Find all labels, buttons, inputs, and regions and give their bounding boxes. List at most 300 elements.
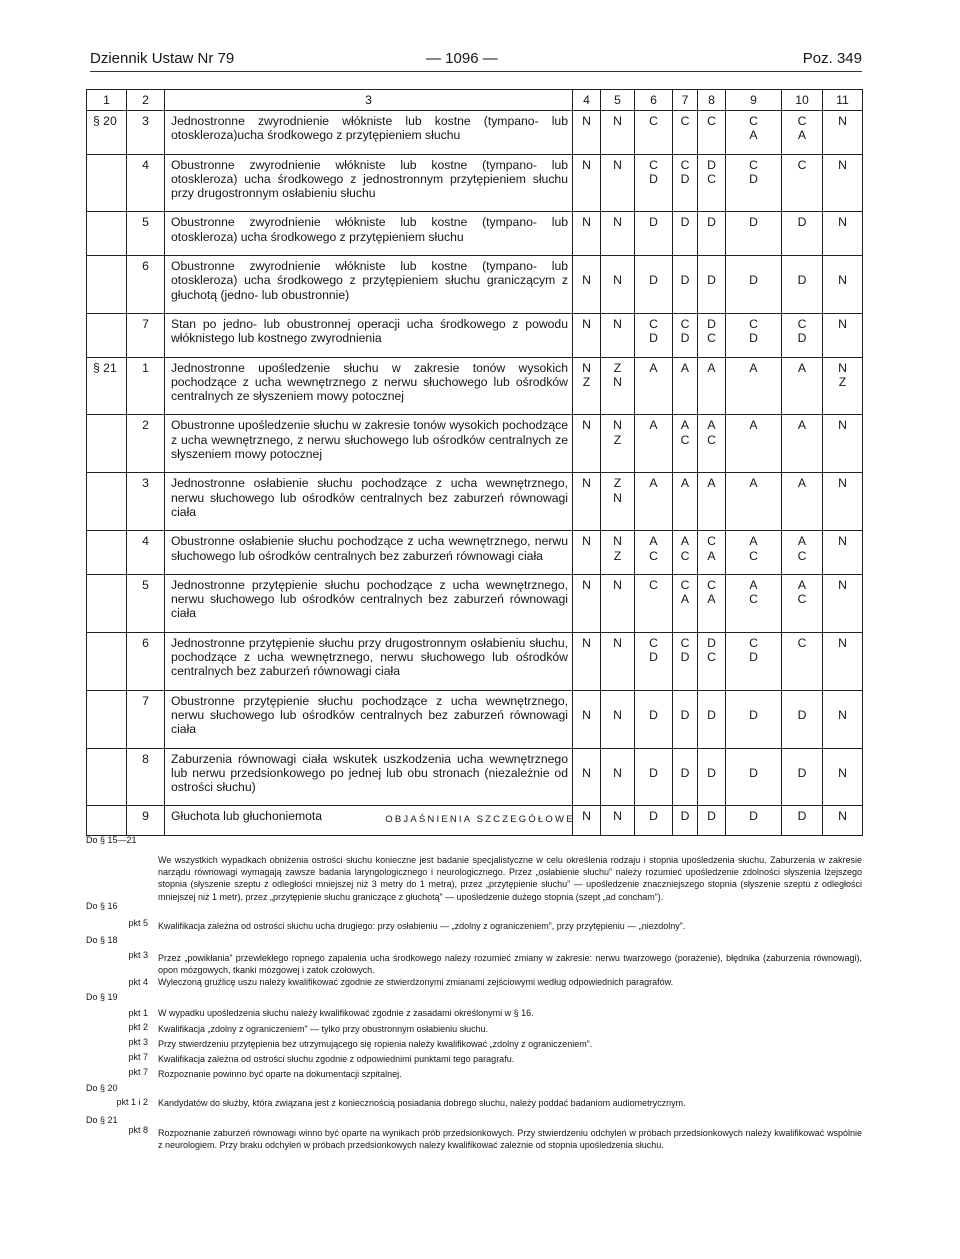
- category-cell: [698, 531, 726, 575]
- description-cell: [165, 473, 573, 531]
- category-code: N: [613, 418, 622, 433]
- table-row: [87, 473, 863, 531]
- category-code: N: [838, 765, 847, 780]
- explanation-text: Rozpoznanie powinno być oparte na dokumentacji szpitalnej.: [158, 1069, 402, 1079]
- category-code: [698, 694, 725, 708]
- section-label: [93, 575, 123, 589]
- category-code: D: [680, 331, 690, 346]
- category-cell: [823, 154, 863, 212]
- explanation-text: Kandydatów do służby, która związana jest z koniecznością posiadania dobrego słuchu, należy poddać badaniom audiometrycznym.: [158, 1098, 686, 1108]
- section-label: § 21: [93, 360, 117, 375]
- category-cell: [726, 473, 782, 531]
- table-row: [87, 154, 863, 212]
- section-label: [93, 633, 123, 647]
- category-cell: [782, 690, 823, 748]
- category-code: D: [707, 273, 716, 288]
- condition-description: Zaburzenia równowagi ciała wskutek uszkodzenia ucha wewnętrznego lub nerwu przedsionkowego po jednej lub obu stronach (niezależnie od ostrości słuchu): [171, 751, 568, 795]
- category-code: D: [797, 765, 807, 780]
- category-code: N: [838, 215, 847, 230]
- category-cell: [698, 111, 726, 155]
- category-cell: [573, 632, 601, 690]
- column-number-row: [87, 90, 863, 111]
- category-code: [726, 259, 781, 273]
- item-number: 7: [142, 316, 149, 331]
- explanation-text: Kwalifikacja „zdolny z ograniczeniem” — tylko przy obustronnym osłabieniu słuchu.: [158, 1024, 489, 1034]
- section-label: [93, 256, 123, 270]
- category-code: C: [707, 114, 716, 128]
- category-code: N: [838, 809, 847, 824]
- category-cell: [673, 313, 698, 357]
- item-number-cell: [127, 415, 165, 473]
- description-cell: [165, 357, 573, 415]
- position-number: Poz. 349: [802, 50, 862, 67]
- description-cell: [165, 574, 573, 632]
- category-code: C: [680, 316, 690, 331]
- category-code: D: [797, 331, 807, 346]
- category-code: A: [749, 360, 758, 375]
- category-code: [573, 752, 600, 766]
- category-code: N: [838, 534, 847, 549]
- category-code: D: [680, 273, 690, 288]
- category-code: N: [582, 534, 591, 549]
- column-number: 11: [823, 90, 863, 111]
- item-number: 6: [142, 259, 149, 274]
- category-cell: [673, 531, 698, 575]
- table-row: [87, 531, 863, 575]
- category-code: N: [613, 490, 622, 505]
- item-number-cell: [127, 748, 165, 806]
- table-row: [87, 632, 863, 690]
- explanation-text: W wypadku upośledzenia słuchu należy kwalifikować zgodnie z zasadami określonymi w § 16.: [158, 1008, 534, 1018]
- category-cell: [698, 690, 726, 748]
- category-cell: [635, 473, 673, 531]
- category-cell: [823, 632, 863, 690]
- category-cell: [782, 212, 823, 256]
- category-cell: [726, 212, 782, 256]
- category-code: A: [749, 128, 758, 143]
- section-reference: Do § 15—21: [86, 835, 137, 845]
- category-code: C: [707, 432, 716, 447]
- category-cell: [601, 531, 635, 575]
- point-reference: pkt 2: [128, 1022, 148, 1032]
- explanation-text: Kwalifikacja zależna od ostrości słuchu zgodnie z odpowiednimi punktami tego paragrafu.: [158, 1054, 515, 1064]
- page-number: — 1096 —: [426, 50, 498, 67]
- description-cell: [165, 154, 573, 212]
- item-number: 5: [142, 215, 149, 230]
- page-header: [90, 50, 862, 72]
- table-row: [87, 748, 863, 806]
- category-code: A: [649, 534, 658, 549]
- category-cell: [573, 313, 601, 357]
- category-code: D: [649, 650, 658, 665]
- category-cell: [573, 111, 601, 155]
- description-cell: [165, 256, 573, 314]
- description-cell: [165, 531, 573, 575]
- section-cell: [87, 313, 127, 357]
- category-cell: [782, 574, 823, 632]
- category-code: [635, 259, 672, 273]
- category-code: C: [649, 114, 658, 128]
- category-code: D: [749, 765, 758, 780]
- category-cell: [698, 212, 726, 256]
- category-cell: [601, 632, 635, 690]
- category-code: C: [749, 635, 758, 650]
- category-cell: [782, 531, 823, 575]
- category-code: C: [680, 548, 690, 563]
- condition-description: Obustronne osłabienie słuchu pochodzące z ucha wewnętrznego, nerwu słuchowego lub ośrodków centralnych bez zaburzeń równowagi ciała: [171, 534, 568, 563]
- category-cell: [635, 313, 673, 357]
- category-cell: [698, 256, 726, 314]
- category-cell: [635, 531, 673, 575]
- condition-description: Głuchota lub głuchoniemota: [171, 809, 323, 824]
- category-code: A: [680, 418, 690, 433]
- category-cell: [698, 632, 726, 690]
- section-cell: [87, 415, 127, 473]
- category-cell: [573, 473, 601, 531]
- category-cell: [823, 531, 863, 575]
- category-cell: [573, 415, 601, 473]
- category-cell: [698, 313, 726, 357]
- item-number-cell: [127, 313, 165, 357]
- category-cell: [635, 111, 673, 155]
- category-code: C: [797, 114, 807, 128]
- category-code: C: [797, 157, 807, 172]
- category-code: N: [838, 577, 847, 592]
- section-label: [93, 212, 123, 226]
- section-label: [93, 531, 123, 545]
- category-code: D: [680, 765, 690, 780]
- category-cell: [782, 473, 823, 531]
- category-code: [635, 752, 672, 766]
- journal-title: Dziennik Ustaw Nr 79: [90, 50, 235, 67]
- category-cell: [635, 690, 673, 748]
- category-code: [573, 259, 600, 273]
- category-code: D: [707, 707, 716, 722]
- item-number: 4: [142, 534, 149, 549]
- description-cell: [165, 212, 573, 256]
- category-cell: [698, 415, 726, 473]
- category-code: D: [749, 650, 758, 665]
- category-cell: [726, 256, 782, 314]
- section-reference: Do § 21: [86, 1115, 118, 1125]
- category-cell: [726, 357, 782, 415]
- category-cell: [601, 212, 635, 256]
- category-code: A: [680, 476, 690, 491]
- category-code: D: [680, 215, 690, 230]
- category-code: D: [749, 809, 758, 824]
- category-code: N: [838, 360, 847, 375]
- category-cell: [601, 690, 635, 748]
- category-cell: [635, 574, 673, 632]
- category-code: A: [649, 476, 658, 491]
- category-code: N: [838, 476, 847, 491]
- category-code: A: [680, 592, 690, 607]
- section-cell: [87, 212, 127, 256]
- point-reference: pkt 7: [128, 1067, 148, 1077]
- category-cell: [782, 748, 823, 806]
- category-cell: [823, 574, 863, 632]
- category-code: C: [797, 316, 807, 331]
- condition-description: Obustronne zwyrodnienie włókniste lub kostne (tympano- lub otoskleroza) ucha środkowego z przytępieniem słuchu graniczącym z głuchotą (jedno- lub obustronnie): [171, 259, 568, 302]
- category-cell: [726, 690, 782, 748]
- category-code: A: [707, 418, 716, 433]
- table-row: [87, 212, 863, 256]
- category-code: C: [749, 548, 758, 563]
- column-number: 2: [127, 90, 165, 111]
- section-cell: [87, 632, 127, 690]
- category-code: [573, 694, 600, 708]
- category-cell: [673, 154, 698, 212]
- category-cell: [726, 313, 782, 357]
- item-number: 9: [142, 809, 149, 824]
- category-cell: [823, 473, 863, 531]
- category-code: Z: [582, 374, 591, 389]
- item-number: 3: [142, 114, 149, 128]
- category-code: Z: [613, 548, 622, 563]
- category-code: D: [707, 635, 716, 650]
- item-number: 3: [142, 476, 149, 491]
- item-number-cell: [127, 473, 165, 531]
- point-reference: pkt 3: [128, 1037, 148, 1047]
- category-cell: [823, 690, 863, 748]
- explanations-title: OBJAŚNIENIA SZCZEGÓŁOWE: [385, 814, 575, 825]
- section-cell: [87, 748, 127, 806]
- section-reference: Do § 20: [86, 1083, 118, 1093]
- header-rule: [90, 71, 862, 72]
- category-code: C: [707, 577, 716, 592]
- category-cell: [726, 111, 782, 155]
- column-number: 6: [635, 90, 673, 111]
- category-cell: [601, 313, 635, 357]
- category-code: N: [582, 316, 591, 331]
- category-code: N: [613, 215, 622, 230]
- category-code: N: [613, 273, 622, 288]
- category-cell: [698, 748, 726, 806]
- category-cell: [635, 415, 673, 473]
- item-number-cell: [127, 111, 165, 155]
- column-number: 5: [601, 90, 635, 111]
- item-number-cell: [127, 154, 165, 212]
- category-code: [726, 752, 781, 766]
- category-code: N: [613, 809, 622, 824]
- category-code: D: [707, 157, 716, 172]
- category-code: N: [582, 577, 591, 592]
- category-cell: [635, 212, 673, 256]
- category-cell: [601, 154, 635, 212]
- category-cell: [782, 154, 823, 212]
- category-cell: [573, 574, 601, 632]
- category-code: D: [749, 171, 758, 186]
- category-code: A: [797, 128, 807, 143]
- category-cell: [601, 357, 635, 415]
- table-row: [87, 574, 863, 632]
- category-cell: [823, 357, 863, 415]
- condition-description: Obustronne zwyrodnienie włókniste lub kostne (tympano- lub otoskleroza) ucha środkowego z jednostronnym przytępieniem słuchu przy drugostronnym osłabieniu słuchu: [171, 157, 568, 201]
- category-cell: [635, 154, 673, 212]
- category-code: [601, 259, 634, 273]
- point-reference: pkt 5: [128, 918, 148, 928]
- item-number-cell: [127, 574, 165, 632]
- explanation-text: Wyleczoną gruźlicę uszu należy kwalifikować zgodnie ze stwierdzonymi zmianami zejściowymi według odpowiednich paragrafów.: [158, 977, 674, 987]
- category-cell: [726, 632, 782, 690]
- category-cell: [726, 154, 782, 212]
- column-number: 1: [87, 90, 127, 111]
- category-code: N: [838, 114, 847, 128]
- category-code: N: [582, 765, 591, 780]
- category-code: N: [582, 157, 591, 172]
- category-code: N: [582, 809, 591, 824]
- category-code: Z: [613, 360, 622, 375]
- column-number: 9: [726, 90, 782, 111]
- category-cell: [601, 111, 635, 155]
- category-cell: [635, 748, 673, 806]
- item-number-cell: [127, 690, 165, 748]
- section-label: [93, 415, 123, 429]
- category-code: [823, 752, 862, 766]
- section-reference: Do § 16: [86, 901, 118, 911]
- condition-description: Jednostronne osłabienie słuchu pochodzące z ucha wewnętrznego, nerwu słuchowego lub ośrodków centralnych bez zaburzeń równowagi ciała: [171, 476, 568, 519]
- category-code: C: [749, 592, 758, 607]
- description-cell: [165, 632, 573, 690]
- table-row: [87, 313, 863, 357]
- category-code: C: [749, 114, 758, 128]
- category-code: A: [749, 476, 758, 491]
- category-cell: [726, 574, 782, 632]
- category-cell: [673, 690, 698, 748]
- category-cell: [673, 632, 698, 690]
- item-number: 7: [142, 693, 149, 708]
- section-cell: [87, 154, 127, 212]
- category-code: A: [797, 360, 807, 375]
- category-code: N: [582, 273, 591, 288]
- category-cell: [573, 212, 601, 256]
- category-code: N: [838, 157, 847, 172]
- category-cell: [726, 415, 782, 473]
- category-code: C: [649, 635, 658, 650]
- category-code: N: [613, 157, 622, 172]
- category-code: Z: [613, 476, 622, 491]
- section-label: [93, 314, 123, 328]
- category-cell: [573, 357, 601, 415]
- category-cell: [673, 574, 698, 632]
- category-code: N: [838, 418, 847, 433]
- category-code: [698, 259, 725, 273]
- category-cell: [823, 256, 863, 314]
- category-cell: [601, 256, 635, 314]
- section-cell: [87, 256, 127, 314]
- section-reference: Do § 19: [86, 992, 118, 1002]
- category-cell: [698, 473, 726, 531]
- category-code: N: [613, 316, 622, 331]
- category-code: A: [797, 577, 807, 592]
- category-code: Z: [613, 432, 622, 447]
- category-cell: [782, 111, 823, 155]
- category-cell: [782, 357, 823, 415]
- category-code: D: [680, 707, 690, 722]
- category-code: N: [582, 360, 591, 375]
- category-code: C: [707, 650, 716, 665]
- category-code: A: [797, 476, 807, 491]
- category-cell: [635, 632, 673, 690]
- item-number: 5: [142, 577, 149, 592]
- category-code: A: [680, 360, 690, 375]
- section-cell: [87, 111, 127, 155]
- condition-description: Jednostronne upośledzenie słuchu w zakresie tonów wysokich pochodzące z ucha wewnętrznego z nerwu słuchowego lub ośrodków centralnych ze słyszeniem mowy potocznej: [171, 360, 568, 404]
- category-cell: [782, 313, 823, 357]
- category-cell: [635, 357, 673, 415]
- category-cell: [573, 154, 601, 212]
- category-cell: [673, 415, 698, 473]
- category-code: D: [707, 765, 716, 780]
- category-code: N: [838, 635, 847, 650]
- section-label: [93, 749, 123, 763]
- category-code: C: [707, 534, 716, 549]
- category-code: [823, 694, 862, 708]
- category-code: N: [613, 635, 622, 650]
- category-code: [601, 752, 634, 766]
- category-code: N: [613, 707, 622, 722]
- category-code: C: [797, 548, 807, 563]
- section-label: [93, 473, 123, 487]
- category-code: A: [797, 418, 807, 433]
- description-cell: [165, 415, 573, 473]
- category-code: [782, 752, 822, 766]
- category-cell: [698, 357, 726, 415]
- item-number: 6: [142, 635, 149, 650]
- category-cell: [823, 111, 863, 155]
- category-code: D: [749, 215, 758, 230]
- category-code: C: [797, 635, 807, 650]
- category-code: D: [797, 273, 807, 288]
- category-code: N: [613, 114, 622, 128]
- category-cell: [782, 632, 823, 690]
- category-cell: [698, 154, 726, 212]
- condition-description: Obustronne zwyrodnienie włókniste lub kostne (tympano- lub otoskleroza) ucha środkowego z przytępieniem słuchu: [171, 215, 568, 244]
- category-code: D: [749, 273, 758, 288]
- category-cell: [673, 357, 698, 415]
- category-code: C: [680, 114, 690, 128]
- qualification-table: [86, 89, 863, 836]
- category-code: N: [613, 374, 622, 389]
- point-reference: pkt 4: [128, 977, 148, 987]
- category-cell: [673, 748, 698, 806]
- item-number: 8: [142, 751, 149, 766]
- category-cell: [601, 574, 635, 632]
- category-cell: [782, 415, 823, 473]
- category-code: D: [707, 809, 716, 824]
- category-code: N: [613, 765, 622, 780]
- condition-description: Jednostronne przytępienie słuchu pochodzące z ucha wewnętrznego, nerwu słuchowego lub ośrodków centralnych bez zaburzeń równowagi ciała: [171, 577, 568, 621]
- category-code: D: [680, 650, 690, 665]
- description-cell: [165, 690, 573, 748]
- category-code: [782, 694, 822, 708]
- category-code: C: [680, 577, 690, 592]
- item-number-cell: [127, 212, 165, 256]
- category-code: D: [797, 707, 807, 722]
- section-label: § 20: [93, 114, 117, 128]
- category-code: D: [797, 215, 807, 230]
- category-cell: [573, 748, 601, 806]
- condition-description: Obustronne przytępienie słuchu pochodzące z ucha wewnętrznego, nerwu słuchowego lub ośrodków centralnych bez zaburzeń równowagi ciała: [171, 693, 568, 737]
- category-cell: [601, 473, 635, 531]
- section-label: [93, 691, 123, 705]
- category-code: N: [582, 707, 591, 722]
- description-cell: [165, 748, 573, 806]
- category-code: D: [649, 171, 658, 186]
- category-cell: [573, 531, 601, 575]
- explanation-text: Rozpoznanie zaburzeń równowagi winno być oparte na wynikach prób przedsionkowych. Przy stwierdzeniu odchyleń w próbach przedsionkowych należy kwalifikować wspólnie z neurologiem. Przy braku odchyleń w próbach przedsionkowych należy kwalifikować zależnie od stopnia upośledzenia słuchu.: [158, 1128, 862, 1151]
- section-cell: [87, 357, 127, 415]
